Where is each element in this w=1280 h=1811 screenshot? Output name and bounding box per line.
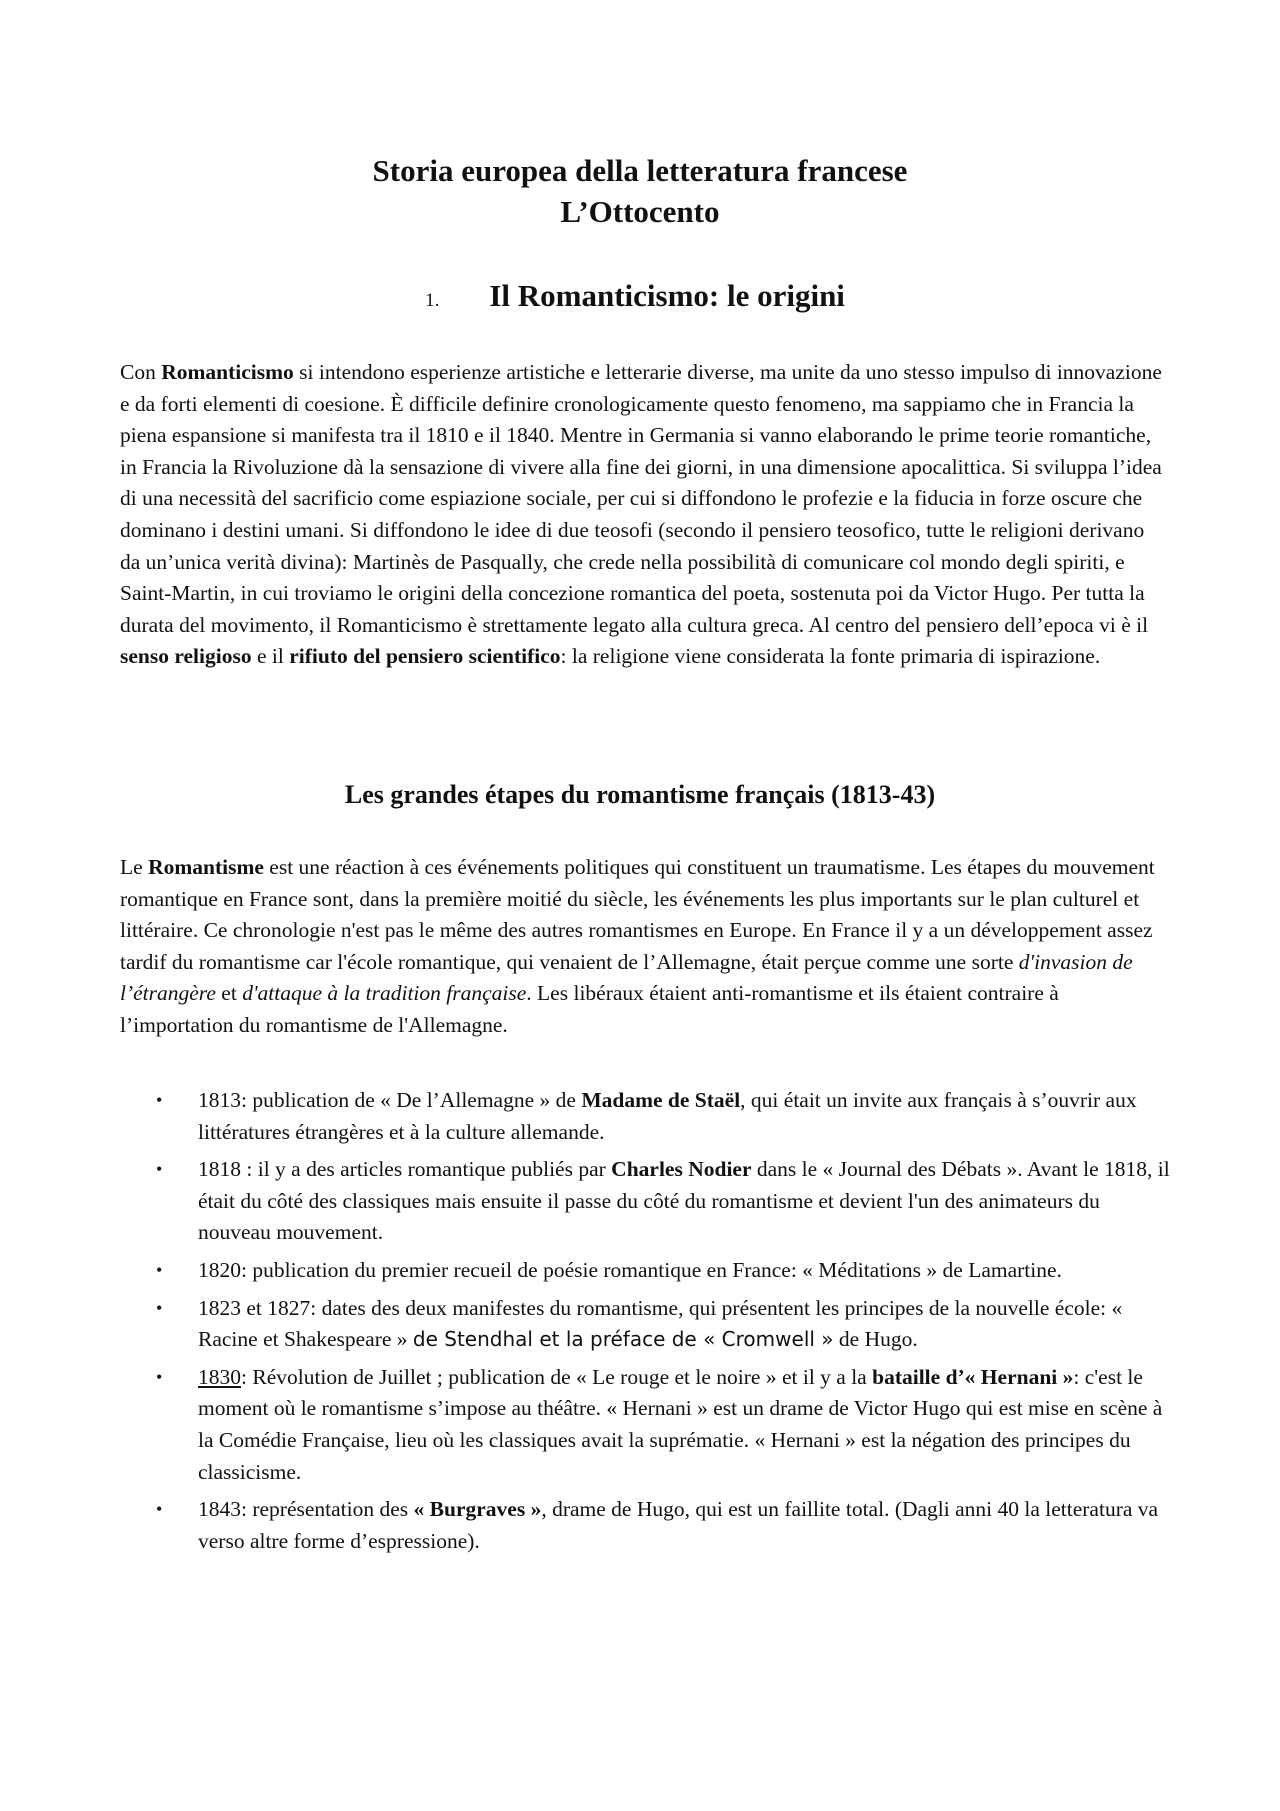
text-run: Con — [120, 360, 162, 384]
text-run: si intendono esperienze artistiche e letterarie diverse, ma unite da uno stesso impulso di innovazione e da forti elementi di coesione. È difficile definire cronologicamente questo fenomeno, ma sappiamo che in Francia la piena espansione si manifesta tra il 1810 e il 1840. Mentre in Germania si vanno elaborando le prime teorie romantiche, in Francia la Rivoluzione dà la sensazione di vivere alla fine dei giorni, in una dimensione apocalittica. Si sviluppa l’idea di una necessità del sacrificio come espiazione sociale, per cui si diffondono le profezie e la fiducia in forze oscure che dominano i destini umani. Si diffondono le idee di due teosofi (secondo il pensiero teosofico, tutte le religioni derivano da un’unica verità divina): Martinès de Pasqually, che crede nella possibilità di comunicare col mondo degli spiriti, e Saint-Martin, in cui troviamo le origini della concezione romantica del poeta, sostenuta poi da Victor Hugo. Per tutta la durata del movimento, il Romanticismo è strettamente legato alla cultura greca. Al centro del pensiero dell’epoca vi è il — [120, 360, 1162, 637]
bold-term: senso religioso — [120, 644, 252, 669]
timeline-list — [120, 1085, 1170, 1563]
text-run: : Révolution de Juillet ; publication de « Le rouge et le noire » et il y a la — [241, 1364, 873, 1389]
text-run: est une réaction à ces événements politiques qui constituent un traumatisme. Les étapes du mouvement romantique en France sont, dans la première moitié du siècle, les événements les plus importants sur le plan culturel et littéraire. Ce chronologie n'est pas le même des autres romantismes en Europe. En France il y a un développement assez tardif du romantisme car l'école romantique, qui venaient de l’Allemagne, était perçue comme une sorte — [120, 855, 1155, 974]
text-run: , drame de Hugo, qui est un faillite total. (Dagli anni 40 la letteratura va verso altre forme d’espressione). — [198, 1497, 1159, 1553]
text-run: 1818 : il y a des articles romantique publiés par — [198, 1157, 612, 1182]
list-item — [120, 1255, 1170, 1287]
list-item — [120, 1085, 1170, 1148]
text-run: dans le « Journal des Débats ». Avant le 1818, il était du côté des classiques mais ensuite il passe du côté du romantisme et devient l'un des animateurs du nouveau mouvement. — [198, 1157, 1170, 1245]
bold-term: Romanticismo — [161, 360, 294, 384]
italic-phrase: d'attaque à la tradition française — [242, 981, 527, 1006]
subheading-etapes: Les grandes étapes du romantisme français (1813-43) — [344, 780, 936, 809]
text-run: 1843: représentation des — [198, 1497, 414, 1522]
text-run: 1820: publication du premier recueil de poésie romantique en France: « Méditations » de Lamartine. — [198, 1257, 1062, 1282]
section-number: 1. — [425, 290, 440, 311]
bullet-icon: • — [156, 1366, 163, 1387]
text-run: e il — [251, 644, 290, 669]
bold-term: Romantisme — [148, 855, 264, 879]
text-run: et — [215, 981, 243, 1006]
bullet-icon: • — [156, 1297, 163, 1318]
bold-term: « Burgraves » — [413, 1497, 542, 1522]
bold-term: Madame de Staël — [581, 1088, 741, 1112]
paragraph-romantisme — [120, 852, 1165, 1042]
text-run: : la religione viene considerata la fonte primaria di ispirazione. — [560, 644, 1101, 669]
list-item — [120, 1362, 1170, 1488]
bullet-icon: • — [156, 1159, 163, 1180]
paragraph-romanticismo — [120, 357, 1165, 673]
text-run: : c'est le moment où le romantisme s’impose au théâtre. « Hernani » est un drame de Victor Hugo qui est mise en scène à la Comédie Française, lieu où les classiques avait la suprématie. « Hernani » est la négation des principes du classicisme. — [198, 1364, 1163, 1484]
list-item — [120, 1154, 1170, 1249]
list-item — [120, 1293, 1170, 1356]
document-title — [0, 150, 1280, 232]
section-heading — [0, 276, 1280, 321]
list-item — [120, 1494, 1170, 1557]
text-run: de Hugo. — [833, 1327, 918, 1352]
text-run: . Les libéraux étaient anti-romantisme et ils étaient contraire à l’importation du romantisme de l'Allemagne. — [120, 981, 1059, 1037]
text-run: 1823 et 1827: dates des deux manifestes du romantisme, qui présentent les principes de la nouvelle école: « Racine et Shakespeare » — [198, 1295, 1123, 1352]
bullet-icon: • — [156, 1259, 163, 1280]
italic-phrase: d'invasion de l’étrangère — [120, 949, 1133, 1006]
bold-term: Charles Nodier — [611, 1157, 752, 1182]
text-run: Le — [120, 855, 149, 879]
underlined-year: 1830 — [198, 1364, 241, 1389]
section-title: Il Romanticismo: le origini — [489, 278, 845, 313]
bold-term: rifiuto del pensiero scientifico — [289, 644, 561, 669]
title-line-1: Storia europea della letteratura francese — [372, 153, 908, 188]
bullet-icon: • — [156, 1499, 163, 1520]
text-run: 1813: publication de « De l’Allemagne » de — [198, 1088, 582, 1112]
title-line-2: L’Ottocento — [560, 194, 720, 229]
text-run: , qui était un invite aux français à s’ouvrir aux littératures étrangères et à la culture allemande. — [198, 1088, 1137, 1144]
bold-term: bataille d’« Hernani » — [872, 1364, 1074, 1389]
bullet-icon: • — [156, 1090, 163, 1110]
text-run: de Stendhal et la préface de « Cromwell » — [412, 1327, 834, 1352]
